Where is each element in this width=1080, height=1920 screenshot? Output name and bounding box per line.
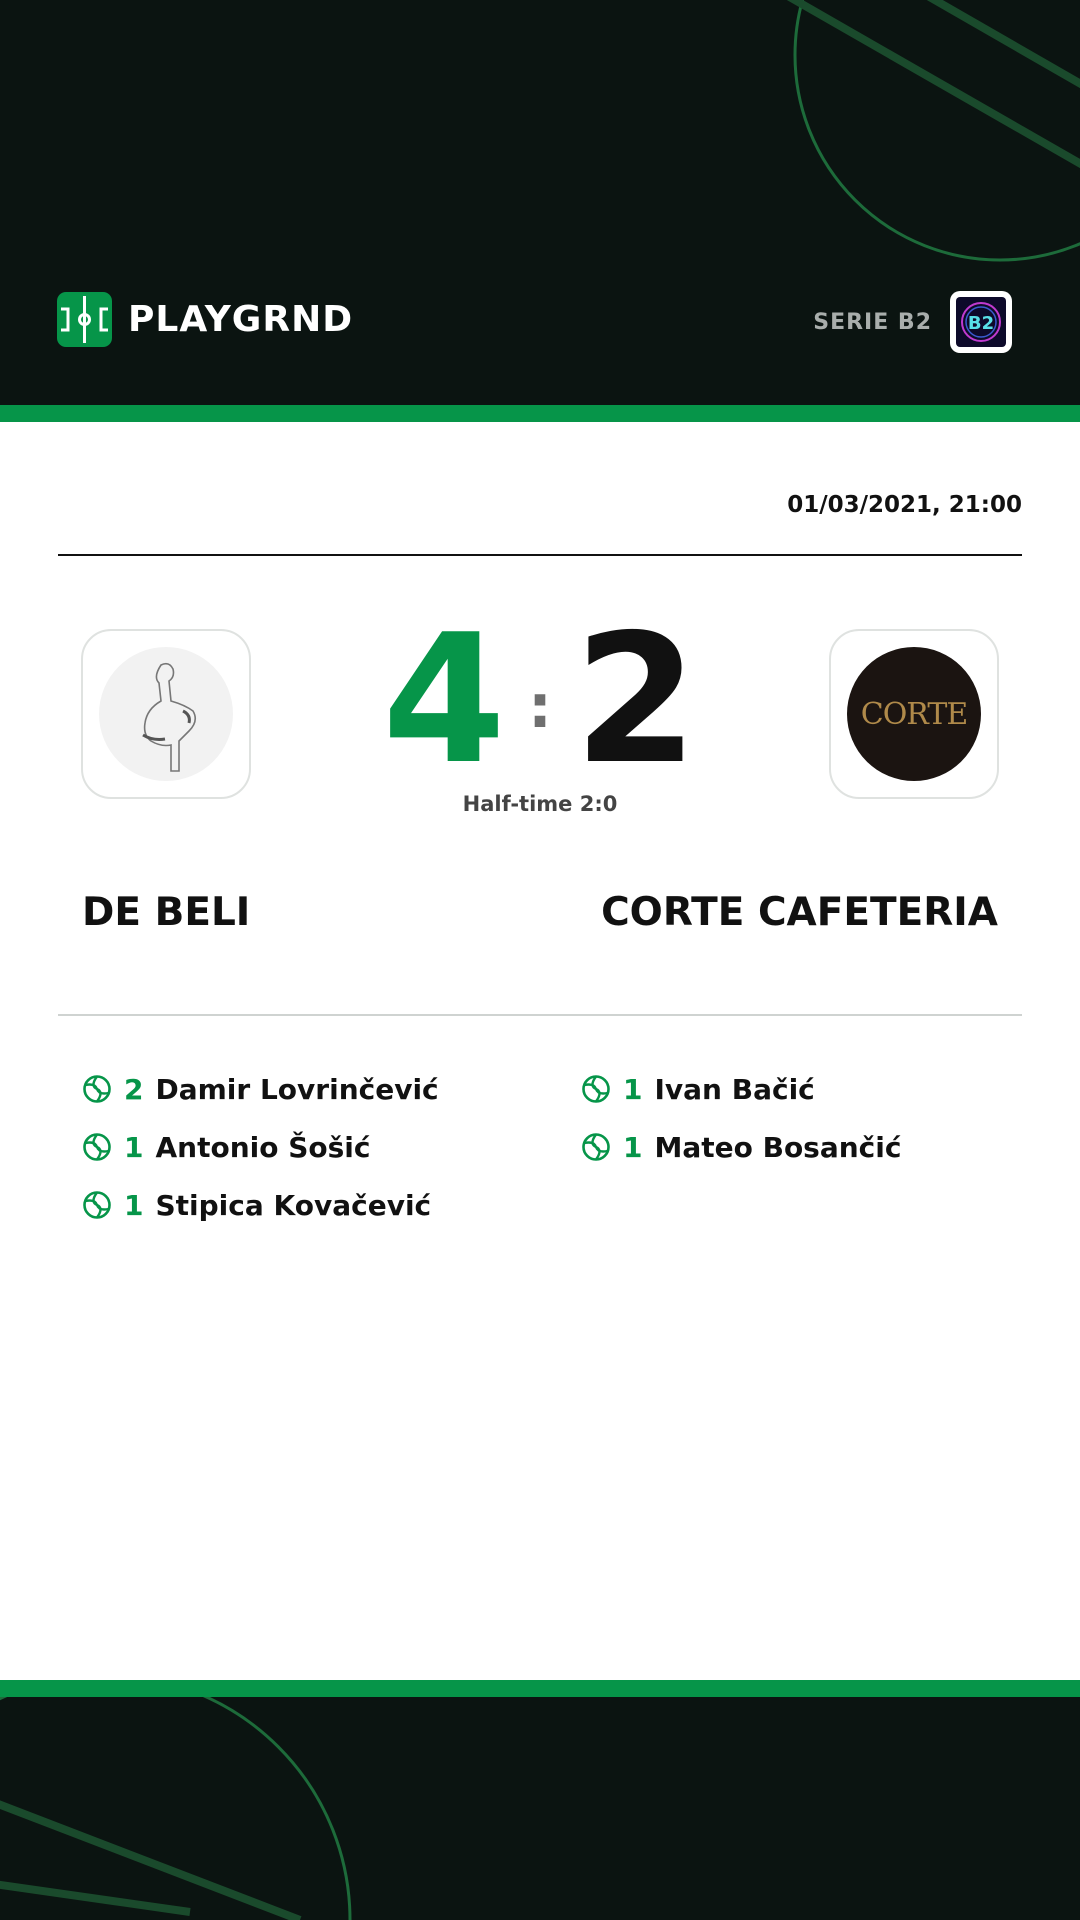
player-name: Stipica Kovačević: [155, 1188, 432, 1222]
league: [813, 291, 1012, 353]
score-separator: :: [528, 672, 552, 742]
divider: [58, 1014, 1022, 1016]
scorer-row: [581, 1060, 901, 1118]
pitch-icon: [57, 292, 112, 347]
player-name: Antonio Šošić: [155, 1130, 371, 1164]
away-score: 2: [574, 596, 698, 803]
league-badge: [950, 291, 1012, 353]
player-name: Mateo Bosančić: [654, 1130, 902, 1164]
scoreboard: [0, 596, 1080, 807]
home-team-name: DE BELI: [82, 890, 251, 935]
brand-name: PLAYGRND: [128, 298, 354, 340]
player-name: Damir Lovrinčević: [155, 1072, 439, 1106]
away-team-name: CORTE CAFETERIA: [601, 890, 998, 935]
league-logo-icon: [958, 299, 1004, 345]
header-stripe: [0, 405, 1080, 422]
halftime-score: Half-time 2:0: [462, 792, 618, 816]
home-scorers: [82, 1060, 439, 1234]
league-name: SERIE B2: [813, 309, 932, 335]
away-logo-text: CORTE: [860, 696, 968, 732]
match-datetime: 01/03/2021, 21:00: [787, 492, 1022, 518]
ball-icon: [82, 1074, 112, 1104]
goal-count: 1: [124, 1130, 144, 1164]
goal-count: 2: [124, 1072, 144, 1106]
scorer-row: [82, 1060, 439, 1118]
footer-band: [0, 1697, 1080, 1920]
header-band: [0, 0, 1080, 405]
ball-icon: [581, 1132, 611, 1162]
brand: [57, 291, 353, 347]
divider: [58, 554, 1022, 556]
scorer-row: [82, 1176, 439, 1234]
scorer-row: [82, 1118, 439, 1176]
ball-icon: [581, 1074, 611, 1104]
player-name: Ivan Bačić: [654, 1072, 815, 1106]
away-scorers: [581, 1060, 901, 1176]
goal-count: 1: [623, 1130, 643, 1164]
league-badge-text: B2: [967, 313, 995, 334]
pitch-lines-decoration: [0, 1697, 1080, 1920]
scorer-row: [581, 1118, 901, 1176]
ball-icon: [82, 1132, 112, 1162]
ball-icon: [82, 1190, 112, 1220]
home-score: 4: [382, 596, 506, 803]
goal-count: 1: [623, 1072, 643, 1106]
goal-count: 1: [124, 1188, 144, 1222]
footer-stripe: [0, 1680, 1080, 1697]
